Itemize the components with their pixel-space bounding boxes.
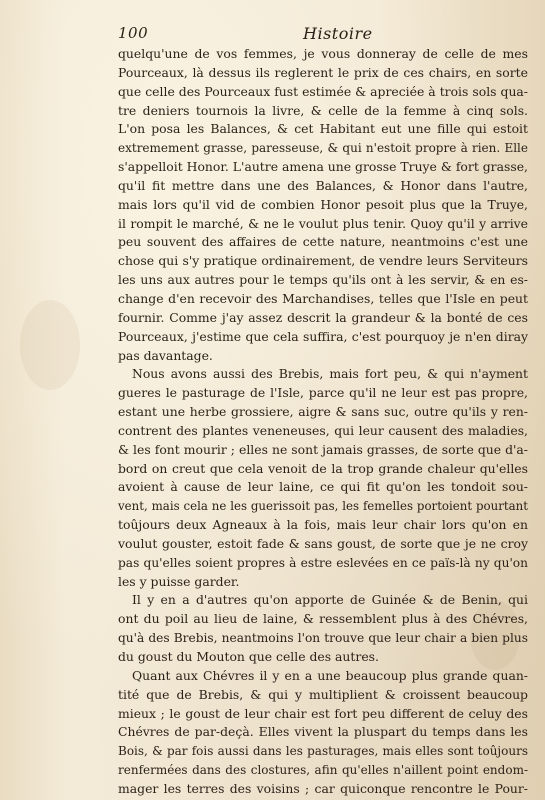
text-line: les uns aux autres pour le temps qu'ils ont à les servir, & en es- [118, 272, 528, 288]
text-line: Bois, & par fois aussi dans les pasturages, mais elles sont toûjours [118, 744, 528, 759]
text-line: mais lors qu'il vid de combien Honor pesoit plus que la Truye, [118, 196, 528, 212]
text-line: du goust du Mouton que celle des autres. [118, 649, 379, 664]
text-line: qu'il fit mettre dans une des Balances, & Honor dans l'autre, [118, 177, 528, 193]
text-line: Quant aux Chévres il y en a une beaucoup plus grande quan- [132, 667, 528, 683]
text-line: vent, mais cela ne les guerissoit pas, les femelles portoient pourtant [118, 499, 528, 514]
text-line: tité que de Brebis, & qui y multiplient & croissent beaucoup [118, 686, 528, 702]
text-line: quelqu'une de vos femmes, je vous donneray de celle de mes [118, 46, 528, 61]
text-line: Pourceaux, là dessus ils reglerent le prix de ces chairs, en sorte [118, 64, 528, 80]
text-line: ont du poil au lieu de laine, & ressemblent plus à des Chévres, [118, 611, 528, 627]
text-line: change d'en recevoir des Marchandises, telles que l'Isle en peut [118, 290, 528, 306]
text-line: & les font mourir ; elles ne sont jamais grasses, de sorte que d'a- [118, 441, 528, 457]
body-text [118, 45, 528, 799]
text-line: Chévres de par-deçà. Elles vivent la pluspart du temps dans les [118, 724, 528, 740]
text-line: toûjours deux Agneaux à la fois, mais leur chair lors qu'on en [118, 517, 528, 533]
text-line: avoient à cause de leur laine, ce qui fit qu'on les tondoit sou- [118, 479, 528, 495]
text-line: Pourceaux, j'estime que cela suffira, c'est pourquoy je n'en diray [118, 328, 528, 344]
text-line: L'on posa les Balances, & cet Habitant eut une fille qui estoit [118, 121, 528, 137]
text-line: mieux ; le goust de leur chair est fort peu different de celuy des [118, 705, 528, 721]
text-line: bord on creut que cela venoit de la trop grande chaleur qu'elles [118, 460, 528, 476]
text-line: gueres le pasturage de l'Isle, parce qu'il ne leur est pas propre, [118, 385, 528, 401]
text-line: estant une herbe grossiere, aigre & sans suc, outre qu'ils y ren- [118, 404, 528, 420]
text-line: fournir. Comme j'ay assez descrit la grandeur & la bonté de ces [118, 309, 528, 325]
text-line: s'appelloit Honor. L'autre amena une grosse Truye & fort grasse, [118, 159, 528, 175]
text-line: contrent des plantes veneneuses, qui leur causent des maladies, [118, 422, 528, 438]
text-line: Nous avons aussi des Brebis, mais fort peu, & qui n'ayment [132, 366, 528, 382]
text-line: peu souvent des affaires de cette nature, neantmoins c'est une [118, 234, 528, 250]
text-line: pas qu'elles soient propres à estre eslevées en ce païs-là ny qu'on [118, 555, 528, 570]
text-line: voulut gouster, estoit fade & sans goust, de sorte que je ne croy [118, 535, 528, 551]
paper-stain [20, 300, 80, 390]
text-line: tre deniers tournois la livre, & celle de la femme à cinq sols. [118, 102, 528, 118]
text-line: les y puisse garder. [118, 573, 240, 589]
text-line: chose qui s'y pratique ordinairement, de vendre leurs Serviteurs [118, 253, 528, 269]
page-header [118, 24, 418, 44]
running-title: Histoire [303, 24, 373, 43]
text-line: pas davantage. [118, 347, 213, 363]
text-line: que celle des Pourceaux fust estimée & apreciée à trois sols qua- [118, 83, 528, 99]
text-line: mager les terres des voisins ; car quiconque rencontre le Pour- [118, 780, 528, 796]
text-line: Il y en a d'autres qu'on apporte de Guinée & de Benin, qui [132, 592, 528, 608]
page-number: 100 [118, 24, 149, 42]
text-line: renfermées dans des clostures, afin qu'elles n'aillent point endom- [118, 763, 528, 778]
text-line: qu'à des Brebis, neantmoins l'on trouve que leur chair a bien plus [118, 631, 528, 646]
text-line: extremement grasse, paresseuse, & qui n'estoit propre à rien. Elle [118, 141, 528, 156]
text-line: il rompit le marché, & ne le voulut plus tenir. Quoy qu'il y arrive [118, 215, 528, 231]
